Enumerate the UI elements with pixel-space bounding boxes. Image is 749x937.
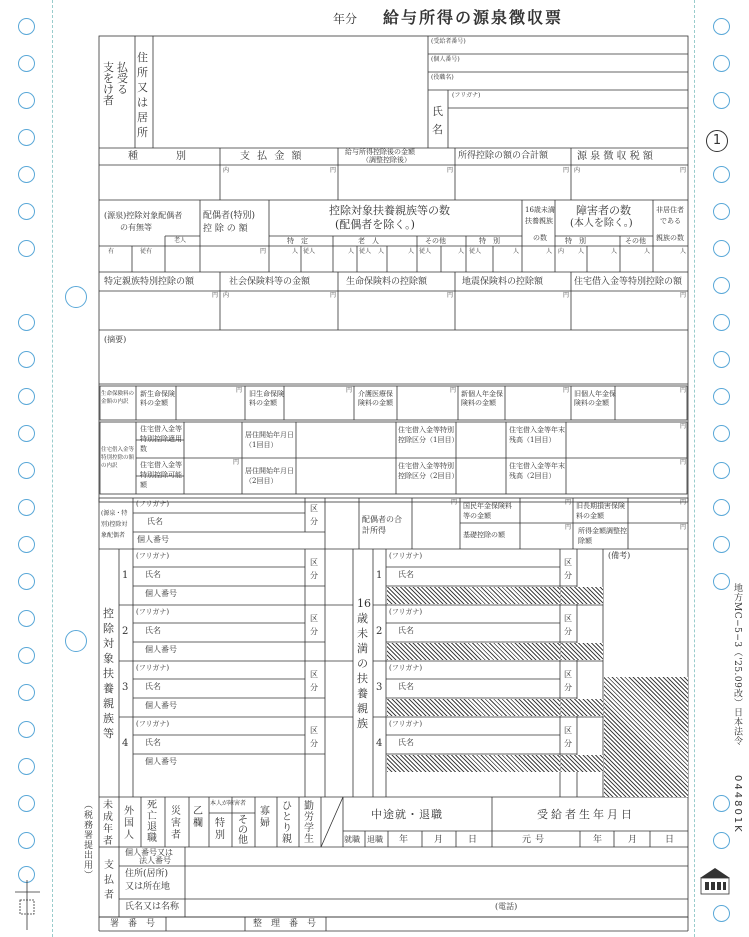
employment-label: 就職 (344, 835, 360, 844)
under16-dependent-category-label: 区分 (564, 670, 572, 692)
under16-dependent-name-label: 氏名 (398, 570, 414, 579)
era-label: 元号 (522, 835, 549, 845)
month-unit: 月 (628, 835, 638, 845)
dependent-name-label: 氏名 (145, 682, 161, 691)
yen-label: 円 (563, 387, 570, 394)
furigana-label: (フリガナ) (389, 664, 423, 672)
recipient-label: 支払を受ける者 (103, 61, 131, 107)
dependent-personal-number-label: 個人番号 (145, 645, 177, 654)
furigana-label: (フリガナ) (136, 608, 170, 616)
person-unit: 人 (348, 248, 355, 255)
remarks-label: (摘要) (104, 335, 127, 344)
disabled-count-subheader: (本人を除く。) (570, 218, 633, 229)
under16-dependent-category-label: 区分 (564, 558, 572, 580)
type-header: 種 別 (128, 151, 192, 162)
yen-label: 円 (260, 248, 267, 255)
yen-label: 円 (330, 292, 337, 299)
otsu-column-label: 乙欄 (193, 806, 203, 829)
housing-balance-1-label: 住宅借入金等年末残高（1回目） (509, 426, 565, 444)
person-unit: 人 (458, 248, 465, 255)
housing-breakdown-label: 住宅借入金等特別控除の額の内訳 (101, 447, 135, 469)
total-deduction-header: 所得控除の額の合計額 (458, 151, 549, 161)
masked-number-area (387, 755, 560, 772)
payer-address-label: 住所(居所) (125, 869, 169, 879)
form-title: 給与所得の源泉徴収票 (383, 8, 564, 27)
housing-category-1-label: 住宅借入金等特別控除区分（1回目） (398, 426, 459, 444)
payer-name-field[interactable] (186, 900, 486, 916)
furigana-label: (フリガナ) (389, 552, 423, 560)
dependents-label: 控除対象扶養親族等 (103, 607, 114, 740)
other-label: その他 (425, 237, 446, 245)
other-disabled-label: その他 (238, 815, 248, 846)
nonresident-header-3: 親族の数 (656, 234, 684, 242)
tax-office-copy-note: （税務署提出用） (82, 800, 92, 880)
printer-logo (700, 868, 730, 894)
yen-label: 円 (450, 387, 457, 394)
yen-label: 円 (447, 292, 454, 299)
yen-label: 円 (680, 387, 687, 394)
dependent-row-number: 4 (122, 738, 129, 749)
uchi-label: 内 (223, 292, 230, 299)
name-label: 氏名 (432, 105, 443, 136)
residence-start-2-label: 居住開始年月日（2回目） (245, 467, 294, 485)
old-pension-insurance-label: 旧個人年金保険料の金額 (574, 390, 616, 407)
secondary-person-unit: 従人 (303, 248, 316, 255)
old-life-insurance-label: 旧生命保険料の金額 (249, 390, 284, 407)
dependent-personal-number-label: 個人番号 (145, 757, 177, 766)
elderly-dep-label: 老 人 (358, 237, 379, 245)
minor-label: 未成年者 (103, 800, 113, 847)
person-unit: 人 (408, 248, 415, 255)
masked-number-area (387, 587, 560, 604)
withholding-tax-header: 源 泉 徴 収 税 額 (577, 151, 653, 162)
recipient-number-label: (受給者番号) (431, 38, 466, 45)
disabled-count-header: 障害者の数 (576, 204, 631, 217)
dependents-count-subheader: (配偶者を除く。) (335, 218, 415, 231)
single-parent-label: ひとり親 (282, 801, 292, 845)
mid-year-header: 中途就・退職 (371, 808, 443, 821)
payer-address-field[interactable] (186, 867, 687, 898)
secondary-yes-label: 従有 (140, 248, 153, 255)
address-field[interactable] (154, 37, 427, 147)
spouse-presence-header: (源泉)控除対象配偶者 (104, 211, 183, 220)
birthdate-header: 受給者生年月日 (537, 808, 635, 821)
old-long-term-insurance-label: 旧長期損害保険料の金額 (576, 502, 625, 520)
masked-number-area (561, 643, 603, 660)
month-unit: 月 (434, 835, 444, 845)
specified-relative-deduction-header: 特定親族特別控除の額 (104, 277, 195, 287)
dependent-category-label: 区分 (310, 670, 318, 692)
masked-number-area (387, 643, 560, 660)
under16-dependent-row-number: 1 (376, 570, 383, 581)
other-disabled-label: その他 (625, 237, 646, 245)
special-label: 特 別 (479, 237, 500, 245)
position-label: (役職名) (431, 74, 454, 81)
life-insurance-header: 生命保険料の控除額 (346, 277, 428, 287)
yen-label: 円 (680, 524, 687, 531)
secondary-person-unit: 従人 (419, 248, 432, 255)
disaster-victim-label: 災害者 (171, 806, 181, 841)
under16-dependent-name-label: 氏名 (398, 738, 414, 747)
yen-label: 円 (680, 292, 687, 299)
personal-number-label: (個人番号) (431, 56, 460, 63)
masked-number-area (561, 755, 603, 772)
office-number-label: 署 番 号 (110, 919, 156, 929)
nonresident-header-1: 非居住者 (656, 206, 684, 214)
furigana-label: (フリガナ) (389, 608, 423, 616)
special-disabled-label: 特 別 (565, 237, 586, 245)
under16-dependent-category-label: 区分 (564, 614, 572, 636)
under16-header-2: 扶養親族 (525, 217, 553, 225)
yen-label: 円 (680, 423, 687, 430)
person-unit: 人 (513, 248, 520, 255)
spouse-name-label: 氏名 (147, 517, 163, 526)
yes-label: 有 (108, 248, 115, 255)
spouse-deduction-header-2: 控 除 の 額 (203, 224, 248, 234)
dependent-row-number: 3 (122, 682, 129, 693)
under16-header-3: の数 (533, 234, 547, 242)
remarks-field[interactable] (100, 345, 687, 383)
dependent-category-label: 区分 (310, 558, 318, 580)
dependent-name-label: 氏名 (145, 626, 161, 635)
name-field[interactable] (449, 109, 687, 147)
foreigner-label: 外国人 (124, 806, 134, 841)
yen-label: 円 (680, 499, 687, 506)
person-unit: 人 (292, 248, 299, 255)
person-unit: 人 (680, 248, 687, 255)
year-unit: 年 (593, 835, 603, 845)
yen-label: 円 (565, 499, 572, 506)
corp-number-label: 個人番号又は (125, 848, 173, 857)
under16-dependent-name-label: 氏名 (398, 682, 414, 691)
under16-dependents-label: 16歳未満の扶養親族 (357, 597, 371, 730)
nonresident-header-2: である (660, 217, 681, 225)
yen-label: 円 (346, 387, 353, 394)
housing-applicable-count-label: 住宅借入金等特別控除適用数 (140, 425, 182, 453)
under16-dependent-name-label: 氏名 (398, 626, 414, 635)
spouse-category-label: 区分 (310, 504, 318, 526)
year-label: 年分 (333, 12, 358, 26)
furigana-label: (フリガナ) (389, 720, 423, 728)
dependent-personal-number-label: 個人番号 (145, 701, 177, 710)
masked-number-area (387, 699, 560, 716)
income-after-deduction-header: 給与所得控除後の金額 (345, 148, 415, 156)
yen-label: 円 (212, 292, 219, 299)
masked-number-area (561, 699, 603, 716)
uchi-label: 内 (558, 248, 565, 255)
specified-label: 特 定 (287, 237, 308, 245)
under16-dependent-row-number: 2 (376, 626, 383, 637)
working-student-label: 勤労学生 (304, 801, 314, 845)
yen-label: 円 (563, 292, 570, 299)
yen-label: 円 (680, 167, 687, 174)
dependent-row-number: 2 (122, 626, 129, 637)
yen-label: 円 (451, 499, 458, 506)
dependent-category-label: 区分 (310, 614, 318, 636)
person-unit: 人 (611, 248, 618, 255)
secondary-person-unit: 従人 (469, 248, 482, 255)
year-unit: 年 (399, 835, 409, 845)
social-insurance-header: 社会保険料等の金額 (229, 277, 311, 287)
basic-deduction-label: 基礎控除の額 (463, 531, 505, 539)
secondary-person-unit: 従人 (359, 248, 372, 255)
spouse-deduction-header: 配偶者(特別) (203, 211, 256, 221)
housing-loan-deduction-header: 住宅借入金等特別控除の額 (574, 277, 683, 287)
payment-amount-header: 支 払 金 額 (240, 151, 304, 162)
corp-number-label-2: 法人番号 (139, 856, 171, 865)
person-unit: 人 (546, 248, 553, 255)
form-code: 地方MC−5−3（'25.09改）日本法令 (732, 583, 742, 746)
uchi-label: 内 (223, 167, 230, 174)
furigana-label: (フリガナ) (452, 92, 481, 99)
housing-possible-amount-label: 住宅借入金等特別控除可能額 (140, 461, 182, 489)
new-life-insurance-label: 新生命保険料の金額 (140, 390, 175, 407)
masked-number-area (561, 587, 603, 604)
income-adjustment-label: 所得金額調整控除額 (578, 527, 627, 545)
reference-number-label: 整 理 番 号 (253, 919, 317, 929)
person-unit: 人 (578, 248, 585, 255)
income-adjusted-header: （調整控除後） (362, 156, 411, 164)
under16-header-1: 16歳未満 (525, 206, 555, 214)
elderly-label: 老人 (174, 237, 187, 244)
dependents-count-header: 控除対象扶養親族等の数 (329, 204, 450, 217)
masked-biko-area (604, 677, 688, 797)
dependent-personal-number-label: 個人番号 (145, 589, 177, 598)
yen-label: 円 (565, 524, 572, 531)
dependent-category-label: 区分 (310, 726, 318, 748)
yen-label: 円 (330, 167, 337, 174)
death-retirement-label: 死亡退職 (147, 800, 157, 844)
furigana-label: (フリガナ) (136, 500, 170, 508)
retirement-label: 退職 (367, 835, 383, 844)
yen-label: 円 (680, 459, 687, 466)
furigana-label: (フリガナ) (136, 552, 170, 560)
day-unit: 日 (468, 835, 478, 845)
dependent-row-number: 1 (122, 570, 129, 581)
uchi-label: 内 (574, 167, 581, 174)
under16-dependent-row-number: 4 (376, 738, 383, 749)
day-unit: 日 (665, 835, 675, 845)
national-pension-label: 国民年金保険料等の金額 (463, 502, 512, 520)
housing-category-2-label: 住宅借入金等特別控除区分（2回目） (398, 462, 459, 480)
residence-start-1-label: 居住開始年月日（1回目） (245, 431, 294, 449)
housing-balance-2-label: 住宅借入金等年末残高（2回目） (509, 462, 565, 480)
medical-care-insurance-label: 介護医療保険料の金額 (358, 390, 393, 407)
address-label: 住所又は居所 (137, 51, 148, 139)
yen-label: 円 (563, 167, 570, 174)
phone-label: (電話) (495, 902, 518, 911)
copy-number-badge: 1 (706, 130, 728, 152)
person-unit: 人 (378, 248, 385, 255)
earthquake-insurance-header: 地震保険料の控除額 (462, 277, 544, 287)
dependent-name-label: 氏名 (145, 738, 161, 747)
new-pension-insurance-label: 新個人年金保険料の金額 (461, 390, 503, 407)
insurance-breakdown-label: 生命保険料の金額の内訳 (101, 391, 135, 405)
yen-label: 円 (447, 167, 454, 174)
spouse-total-income-label: 配偶者の合計所得 (362, 515, 402, 535)
under16-dependent-row-number: 3 (376, 682, 383, 693)
payer-name-label: 氏名又は名称 (125, 902, 180, 912)
widow-label: 寡婦 (260, 806, 270, 829)
dependent-name-label: 氏名 (145, 570, 161, 579)
spouse-personal-number-label: 個人番号 (137, 535, 169, 544)
barcode-number: 044801K (732, 775, 743, 834)
spouse-label: (源泉・特別)控除対象配偶者 (101, 510, 128, 539)
yen-label: 円 (236, 387, 243, 394)
self-disabled-label: 本人が障害者 (210, 800, 247, 807)
payer-address-label-2: 又は所在地 (125, 882, 171, 892)
special-disabled-label: 特別 (215, 818, 225, 841)
spouse-presence-header-2: の有無等 (120, 223, 152, 232)
person-unit: 人 (644, 248, 651, 255)
payer-label: 支払者 (104, 860, 114, 901)
under16-dependent-category-label: 区分 (564, 726, 572, 748)
biko-label: (備考) (608, 551, 631, 560)
furigana-label: (フリガナ) (136, 664, 170, 672)
furigana-label: (フリガナ) (136, 720, 170, 728)
yen-label: 円 (233, 459, 240, 466)
